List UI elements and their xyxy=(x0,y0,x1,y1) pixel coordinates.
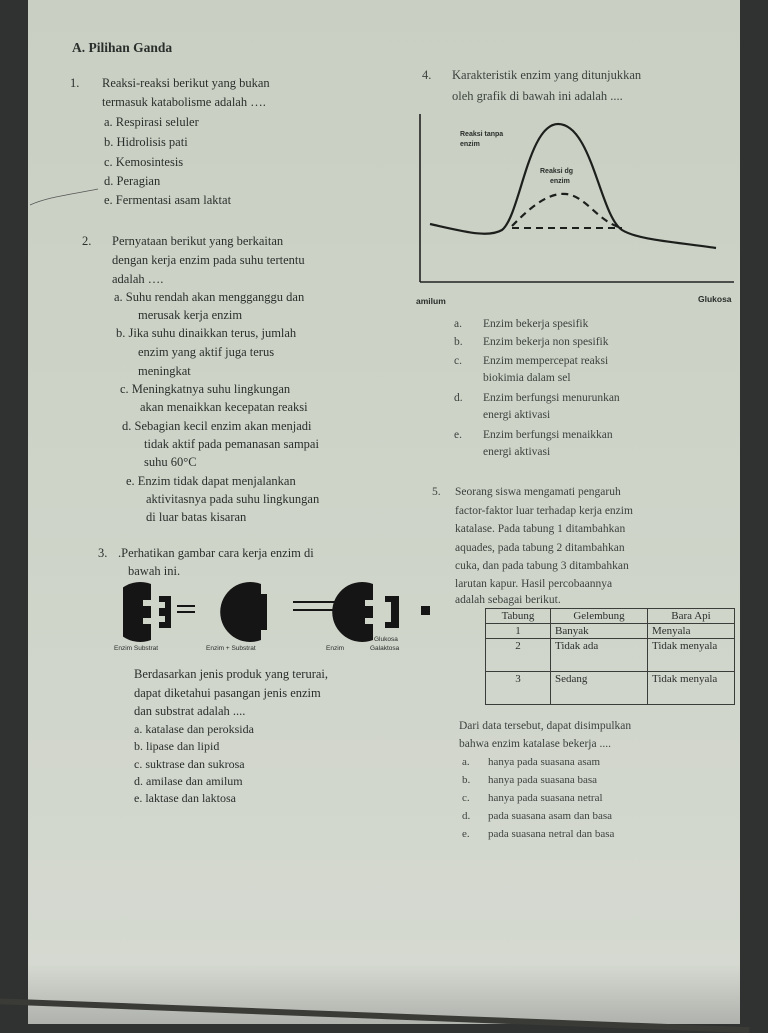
q2-option-e-cont2: di luar batas kisaran xyxy=(146,510,247,524)
fig-label-galactose: Galaktosa xyxy=(370,645,400,652)
q3-stem-line5: dan substrat adalah .... xyxy=(134,704,246,718)
q4-option-c-cont: biokimia dalam sel xyxy=(483,372,571,384)
q2-stem-line1: Pernyataan berikut yang berkaitan xyxy=(112,234,284,248)
q3-option-a: a. katalase dan peroksida xyxy=(134,722,254,736)
q2-option-b-cont2: meningkat xyxy=(138,364,191,378)
graph-label-enzyme-2: enzim xyxy=(550,178,570,185)
table-cell: Tidak menyala xyxy=(648,672,735,705)
table-cell: Banyak xyxy=(551,624,648,639)
q5-option-e-letter: e. xyxy=(462,828,470,840)
q2-option-c: c. Meningkatnya suhu lingkungan xyxy=(120,382,291,396)
table-header-bara-api: Bara Api xyxy=(648,609,735,624)
q4-option-e-letter: e. xyxy=(454,429,462,441)
q2-option-a: a. Suhu rendah akan mengganggu dan xyxy=(114,290,305,304)
table-cell: Tidak menyala xyxy=(648,639,735,672)
q2-stem-line2: dengan kerja enzim pada suhu tertentu xyxy=(112,253,305,267)
table-row xyxy=(486,672,735,705)
fig-label-glucose: Glukosa xyxy=(374,636,398,643)
q2-option-e-cont1: aktivitasnya pada suhu lingkungan xyxy=(146,492,320,506)
worksheet-page xyxy=(28,0,740,1024)
enzyme-shape-2 xyxy=(332,582,373,642)
q2-option-d-cont1: tidak aktif pada pemanasan sampai xyxy=(144,437,319,451)
curve-with-enzyme xyxy=(512,194,622,228)
q3-stem-line3: Berdasarkan jenis produk yang terurai, xyxy=(134,667,329,681)
q5-stem-line6: larutan kapur. Hasil percobaannya xyxy=(455,578,613,590)
section-title: A. Pilihan Ganda xyxy=(72,40,173,55)
q4-number: 4. xyxy=(422,68,432,82)
q5-option-a: hanya pada suasana asam xyxy=(488,756,601,768)
table-cell: Tidak ada xyxy=(551,639,648,672)
q5-option-d: pada suasana asam dan basa xyxy=(488,810,613,822)
q5-stem-line5: cuka, dan pada tabung 3 ditambahkan xyxy=(455,560,629,572)
q5-stem-line2: factor-faktor luar terhadap kerja enzim xyxy=(455,505,633,517)
q1-option-c: c. Kemosintesis xyxy=(104,155,184,169)
q4-option-e: Enzim berfungsi menaikkan xyxy=(483,429,613,441)
q4-option-d: Enzim berfungsi menurunkan xyxy=(483,392,620,404)
q2-option-d: d. Sebagian kecil enzim akan menjadi xyxy=(122,419,312,433)
q4-option-d-letter: d. xyxy=(454,392,463,404)
q3-option-d: d. amilase dan amilum xyxy=(134,774,243,788)
q1-option-b: b. Hidrolisis pati xyxy=(104,135,188,149)
table-header-tabung: Tabung xyxy=(486,609,551,624)
q4-option-b: Enzim bekerja non spesifik xyxy=(483,336,609,348)
q4-option-e-cont: energi aktivasi xyxy=(483,446,551,458)
graph-x-left-label: amilum xyxy=(416,296,446,306)
enzyme-shape-1 xyxy=(123,582,151,642)
product-shapes xyxy=(385,596,430,628)
q2-option-b-cont1: enzim yang aktif juga terus xyxy=(138,345,275,359)
q3-stem-line1: .Perhatikan gambar cara kerja enzim di xyxy=(118,546,314,560)
graph-label-no-enzyme-1: Reaksi tanpa xyxy=(460,131,504,138)
substrate-shape xyxy=(159,596,171,628)
equilibrium-arrow-1 xyxy=(177,606,195,612)
q5-after-line2: bahwa enzim katalase bekerja .... xyxy=(459,738,611,750)
fig-label-complex: Enzim + Substrat xyxy=(206,645,256,652)
q4-option-d-cont: energi aktivasi xyxy=(483,409,551,421)
q4-stem-line2: oleh grafik di bawah ini adalah .... xyxy=(452,89,623,103)
q3-stem-line4: dapat diketahui pasangan jenis enzim xyxy=(134,686,321,700)
q5-option-e: pada suasana netral dan basa xyxy=(488,828,615,840)
table-row xyxy=(486,639,735,672)
q2-stem-line3: adalah …. xyxy=(112,272,164,286)
q2-option-a-cont: merusak kerja enzim xyxy=(138,308,243,322)
q1-option-a: a. Respirasi seluler xyxy=(104,115,199,129)
q1-option-e: e. Fermentasi asam laktat xyxy=(104,193,232,207)
q5-option-b-letter: b. xyxy=(462,774,471,786)
q3-option-e: e. laktase dan laktosa xyxy=(134,791,236,805)
table-cell: 1 xyxy=(486,624,551,639)
q4-option-a: Enzim bekerja spesifik xyxy=(483,318,589,330)
q5-stem-line7: adalah sebagai berikut. xyxy=(455,594,561,606)
table-cell: 2 xyxy=(486,639,551,672)
graph-x-right-label: Glukosa xyxy=(698,294,732,304)
table-header-gelembung: Gelembung xyxy=(551,609,648,624)
q5-option-b: hanya pada suasana basa xyxy=(488,774,598,786)
q3-option-c: c. suktrase dan sukrosa xyxy=(134,757,245,771)
q3-stem-line2: bawah ini. xyxy=(128,564,181,578)
q5-option-c: hanya pada suasana netral xyxy=(488,792,603,804)
q3-option-b: b. lipase dan lipid xyxy=(134,739,220,753)
q4-stem-line1: Karakteristik enzim yang ditunjukkan xyxy=(452,68,642,82)
table-cell: Menyala xyxy=(648,624,735,639)
q5-after-line1: Dari data tersebut, dapat disimpulkan xyxy=(459,720,632,732)
table-row xyxy=(486,624,735,639)
q5-option-d-letter: d. xyxy=(462,810,471,822)
q1-number: 1. xyxy=(70,76,80,90)
q5-results-table xyxy=(485,608,735,705)
table-header-row xyxy=(486,609,735,624)
q2-option-d-cont2: suhu 60°C xyxy=(144,455,197,469)
q4-option-c-letter: c. xyxy=(454,355,462,367)
activation-energy-graph xyxy=(416,112,736,292)
q1-stem-line1: Reaksi-reaksi berikut yang bukan xyxy=(102,76,270,90)
pencil-mark xyxy=(28,175,128,215)
q2-option-e: e. Enzim tidak dapat menjalankan xyxy=(126,474,296,488)
q3-number: 3. xyxy=(98,546,108,560)
graph-label-no-enzyme-2: enzim xyxy=(460,141,480,148)
table-cell: Sedang xyxy=(551,672,648,705)
q5-option-a-letter: a. xyxy=(462,756,470,768)
fig-label-enzyme-substrate: Enzim Substrat xyxy=(114,645,159,652)
table-cell: 3 xyxy=(486,672,551,705)
q4-option-a-letter: a. xyxy=(454,318,462,330)
q5-stem-line1: Seorang siswa mengamati pengaruh xyxy=(455,486,621,498)
q5-stem-line4: aquades, pada tabung 2 ditambahkan xyxy=(455,542,625,554)
q4-option-b-letter: b. xyxy=(454,336,463,348)
equilibrium-arrow-2 xyxy=(293,602,339,610)
q2-option-b: b. Jika suhu dinaikkan terus, jumlah xyxy=(116,326,297,340)
q1-option-d: d. Peragian xyxy=(104,174,161,188)
q5-stem-line3: katalase. Pada tabung 1 ditambahkan xyxy=(455,523,626,535)
graph-label-enzyme-1: Reaksi dg xyxy=(540,168,574,175)
q1-stem-line2: termasuk katabolisme adalah …. xyxy=(102,95,266,109)
q2-number: 2. xyxy=(82,234,92,248)
fig-label-enzyme: Enzim xyxy=(326,645,345,652)
enzyme-substrate-complex xyxy=(220,582,267,642)
q5-option-c-letter: c. xyxy=(462,792,470,804)
q2-option-c-cont: akan menaikkan kecepatan reaksi xyxy=(140,400,308,414)
q4-option-c: Enzim mempercepat reaksi xyxy=(483,355,609,367)
q5-number: 5. xyxy=(432,486,441,498)
